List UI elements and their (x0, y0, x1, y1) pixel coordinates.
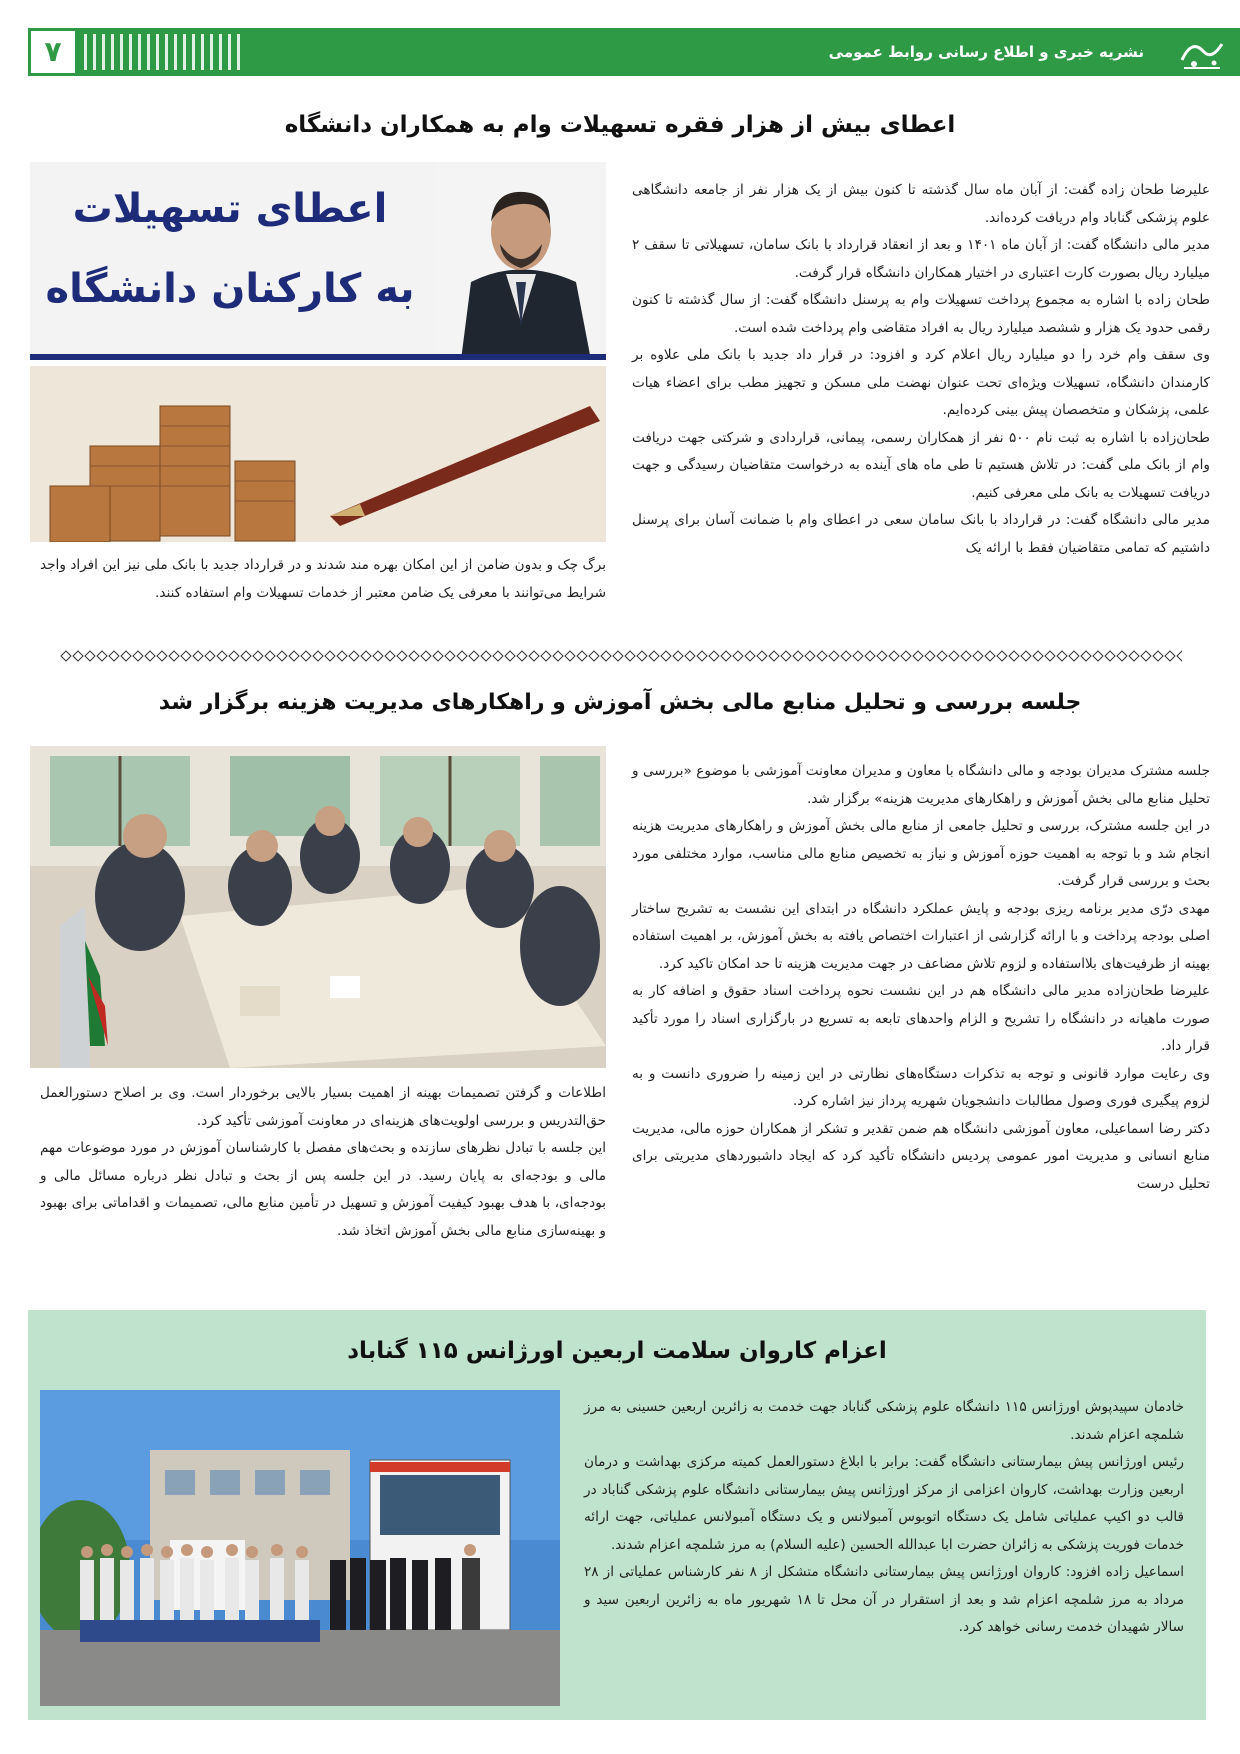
coins-pen-photo (30, 366, 606, 542)
article2-paragraph: وی رعایت موارد قانونی و توجه به تذکرات دستگاه‌های نظارتی در این زمینه را ضروری دانست و به لزوم پیگیری فوری وصول مطالبات دانشجویان شهریه پرداز نیز اشاره کرد. (632, 1065, 1210, 1109)
section-divider (60, 650, 1182, 662)
loan-banner-image (30, 162, 606, 360)
article1-body-continued (40, 552, 606, 607)
article1-paragraph: مدیر مالی دانشگاه گفت: در قرارداد با بانک سامان سعی در اعطای وام با ضمانت آسان برای پرسنل داشتیم که تمامی متقاضیان فقط با ارائه یک (632, 512, 1210, 556)
banner-line-1: اعطای تسهیلات (72, 186, 388, 232)
article2-paragraph: علیرضا طحان‌زاده مدیر مالی دانشگاه هم در این نشست نحوه پرداخت اسناد حقوق و اضافه کار به صورت ماهیانه در دانشگاه را تشریح و الزام واحدهای تابعه به تسریع در بارگزاری اسناد را مورد تأکید قرار داد. (632, 983, 1210, 1054)
article2-paragraph: دکتر رضا اسماعیلی، معاون آموزشی دانشگاه هم ضمن تقدیر و تشکر از همکاران حوزه مالی، مدیریت منابع انسانی و مدیریت امور عمومی پردیس دانشگاه تأکید کرد که ایجاد داشبوردهای مدیریتی برای تحلیل درست (632, 1120, 1210, 1192)
banner-line-2: به کارکنان دانشگاه (45, 266, 415, 312)
article1-paragraph: علیرضا طحان زاده گفت: از آبان ماه سال گذشته تا کنون بیش از یک هزار نفر از جامعه دانشگاهی علوم پزشکی گناباد وام دریافت کرده‌اند. (632, 182, 1210, 226)
meeting-photo (30, 746, 606, 1068)
portrait-photo (436, 162, 606, 360)
article2-body (632, 758, 1210, 1198)
newsletter-header (28, 28, 1240, 76)
article3-box (28, 1310, 1206, 1720)
article2-paragraph: در این جلسه مشترک، بررسی و تحلیل جامعی از منابع مالی بخش آموزش و راهکارهای مدیریت هزینه انجام شد و با توجه به اهمیت حوزه آموزش و نیاز به تخصیص منابع مالی مناسب، موارد مختلفی مورد بحث و بررسی قرار گرفت. (632, 818, 1210, 889)
newsletter-logo (1174, 30, 1230, 74)
article3-paragraph: خادمان سپیدپوش اورژانس ۱۱۵ دانشگاه علوم پزشکی گناباد جهت خدمت به زائرین اربعین حسینی به مرز شلمچه اعزام شدند. (584, 1399, 1184, 1443)
article3-paragraph: اسماعیل زاده افزود: کاروان اورژانس پیش بیمارستانی دانشگاه متشکل از ۸ نفر کارشناس عملیاتی از ۲۸ مرداد به مرز شلمچه اعزام شد و بعد از استقرار در آن محل تا ۱۸ شهریور ماه به زائرین اربعین سید و سالار شهیدان خدمت رسانی خواهد کرد. (584, 1564, 1184, 1635)
article2-paragraph: اطلاعات و گرفتن تصمیمات بهینه از اهمیت بسیار بالایی برخوردار است. وی بر اصلاح دستورالعمل حق‌التدریس و بررسی اولویت‌های هزینه‌ای در معاونت آموزشی تأکید کرد. (40, 1085, 606, 1129)
article1-paragraph: مدیر مالی دانشگاه گفت: از آبان ماه ۱۴۰۱ و بعد از انعقاد قرارداد با بانک سامان، تسهیلاتی تا سقف ۲ میلیارد ریال بصورت کارت اعتباری در اختیار همکاران دانشگاه قرار گرفت. (632, 237, 1211, 281)
article2-body-continued (40, 1080, 606, 1245)
article2-paragraph: جلسه مشترک مدیران بودجه و مالی دانشگاه با معاون و مدیران معاونت آموزشی با موضوع «بررسی و تحلیل منابع مالی بخش آموزش و راهکارهای مدیریت هزینه» برگزار شد. (632, 763, 1210, 807)
header-stripes (84, 34, 244, 70)
newsletter-title: نشریه خبری و اطلاع رسانی روابط عمومی (828, 43, 1144, 61)
page-number: ۷ (28, 28, 78, 76)
article1-paragraph: برگ چک و بدون ضامن از این امکان بهره مند شدند و در قرارداد جدید با بانک ملی نیز این افراد واجد شرایط می‌توانند با معرفی یک ضامن معتبر از خدمات تسهیلات وام استفاده کنند. (40, 557, 606, 601)
article1-paragraph: طحان زاده با اشاره به مجموع پرداخت تسهیلات وام به پرسنل دانشگاه گفت: از سال گذشته تا کنون رقمی حدود یک هزار و ششصد میلیارد ریال به افراد متقاضی وام پرداخت شده است. (632, 292, 1210, 336)
article3-body (584, 1394, 1184, 1642)
article3-paragraph: رئیس اورژانس پیش بیمارستانی دانشگاه گفت: برابر با ابلاغ دستورالعمل کمیته مرکزی بهداشت و درمان اربعین وزارت بهداشت، کاروان اعزامی از مرکز اورژانس پیش بیمارستانی دانشگاه علوم پزشکی گناباد در قالب دو اکیپ عملیاتی شامل یک دستگاه اتوبوس آمبولانس و یک دستگاه آمبولانس عملیاتی، جهت ارائه خدمات فوریت پزشکی به زائران حضرت ابا عبدالله الحسین (علیه السلام) به مرز شلمچه اعزام شدند. (584, 1454, 1184, 1553)
article1-headline: اعطای بیش از هزار فقره تسهیلات وام به همکاران دانشگاه (284, 112, 956, 138)
article3-headline: اعزام کاروان سلامت اربعین اورژانس ۱۱۵ گناباد (347, 1338, 887, 1364)
article1-paragraph: طحان‌زاده با اشاره به ثبت نام ۵۰۰ نفر از همکاران رسمی، پیمانی، قراردادی و شرکتی جهت دریافت وام از بانک ملی گفت: در تلاش هستیم تا طی ماه های آینده به درخواست متقاضیان رسیدگی و جهت دریافت تسهیلات به بانک ملی معرفی کنیم. (632, 429, 1210, 501)
article2-paragraph: مهدی درّی مدیر برنامه ریزی بودجه و پایش عملکرد دانشگاه در ابتدای این نشست به تشریح ساختار اصلی بودجه پرداخت و با ارائه گزارشی از اعتبارات اختصاص یافته به بخش آموزش، بر اهمیت استفاده بهینه از ظرفیت‌های بلااستفاده و لزوم تلاش مضاعف در جهت مدیریت هزینه تا حد امکان تاکید کرد. (632, 900, 1210, 972)
ambulance-convoy-photo (40, 1390, 560, 1706)
article1-body (632, 177, 1210, 562)
article2-headline: جلسه بررسی و تحلیل منابع مالی بخش آموزش و راهکارهای مدیریت هزینه برگزار شد (158, 690, 1082, 715)
article1-paragraph: وی سقف وام خرد را دو میلیارد ریال اعلام کرد و افزود: در قرار داد جدید با بانک ملی علاوه بر کارمندان دانشگاه، تسهیلات ویژه‌ای تحت عنوان نهضت ملی مسکن و تجهیز مطب برای اعضاء هیات علمی، پزشکان و متخصصان پیش بینی کرده‌ایم. (632, 347, 1210, 418)
article2-paragraph: این جلسه با تبادل نظرهای سازنده و بحث‌های مفصل با کارشناسان آموزش در مورد موضوعات مهم مالی و بودجه‌ای به پایان رسید. در این جلسه پس از بحث و تبادل نظر درباره مسائل مالی و بودجه‌ای، با هدف بهبود کیفیت آموزش و تسهیل در تأمین منابع مالی، تصمیمات و اقداماتی برای بهبود و بهینه‌سازی منابع مالی بخش آموزش اتخاذ شد. (40, 1140, 606, 1239)
